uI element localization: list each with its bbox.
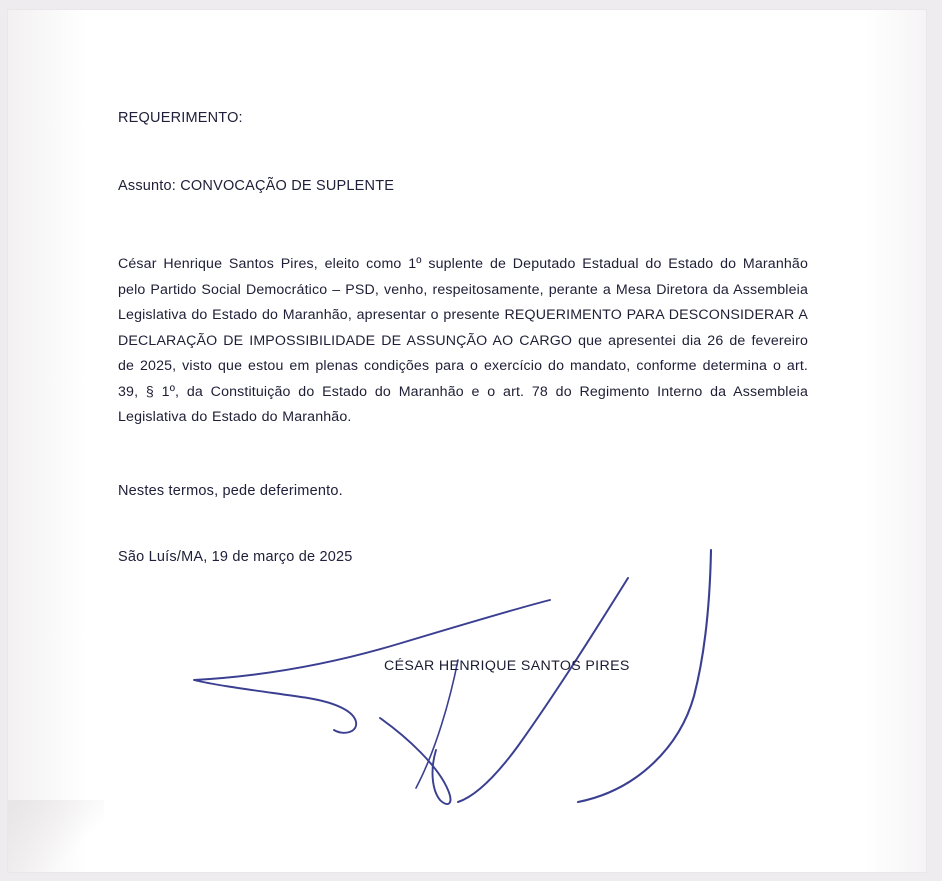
subject-label: Assunto: — [118, 178, 177, 194]
body-paragraph: César Henrique Santos Pires, eleito como 1º suplente de Deputado Estadual do Estado do Maranhão pelo Partido Social Democrático – PSD, venho, respeitosamente, perante a Mesa Diretora da Assembleia Legislativa do Estado do Maranhão, apresentar o presente REQUERIMENTO PARA DESCONSIDERAR A DECLARAÇÃO DE IMPOSSIBILIDADE DE ASSUNÇÃO AO CARGO que apresentei dia 26 de fevereiro de 2025, visto que estou em plenas condições para o exercício do mandato, conforme determina o art. 39, § 1º, da Constituição do Estado do Maranhão e o art. 78 do Regimento Interno da Assembleia Legislativa do Estado do Maranhão. — [118, 256, 808, 425]
signer-printed-name: CÉSAR HENRIQUE SANTOS PIRES — [384, 658, 630, 674]
closing-line: Nestes termos, pede deferimento. — [118, 482, 343, 499]
place-and-date: São Luís/MA, 19 de março de 2025 — [118, 548, 353, 565]
subject-line — [118, 178, 808, 194]
paper-sheet — [8, 10, 926, 872]
signature-block — [158, 540, 778, 830]
document-heading: REQUERIMENTO: — [118, 110, 243, 126]
subject-value: CONVOCAÇÃO DE SUPLENTE — [180, 178, 395, 194]
handwritten-signature-icon — [158, 540, 778, 830]
document-text-block — [118, 110, 808, 575]
